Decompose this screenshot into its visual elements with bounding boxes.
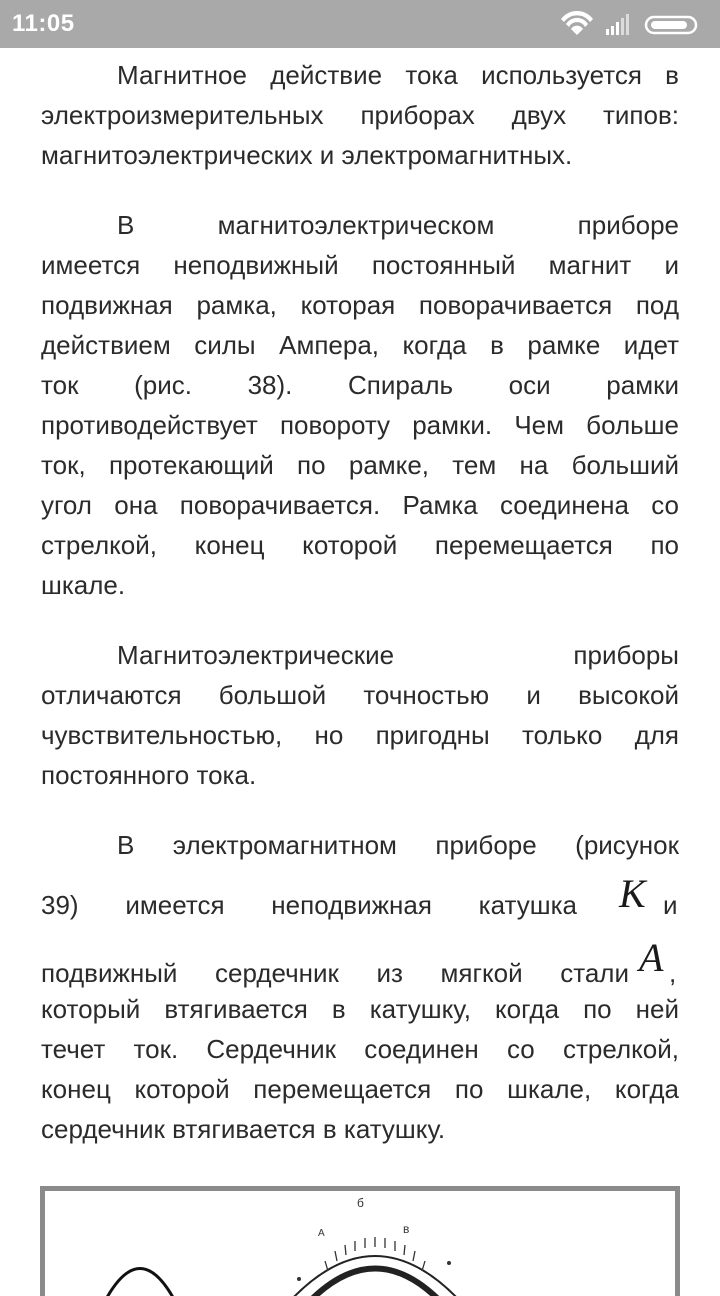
wifi-icon — [561, 11, 593, 35]
text-line-tail: и — [663, 890, 678, 920]
status-bar — [0, 0, 720, 48]
text-line-with-symbol — [41, 870, 679, 934]
text-line: конец которой перемещается по шкале, когда — [41, 1074, 679, 1104]
figure-39-illustration — [45, 1191, 675, 1296]
text-line: Магнитоэлектрические приборы — [117, 640, 679, 670]
text-line: ток, протекающий по рамке, тем на больший — [41, 450, 679, 480]
paragraph-1 — [41, 60, 679, 180]
text-line: действием силы Ампера, когда в рамке идет — [41, 330, 679, 360]
status-time: 11:05 — [12, 10, 75, 37]
text-line: электроизмерительных приборах двух типов: — [41, 100, 679, 130]
cellular-signal-icon — [606, 14, 629, 35]
text-line: отличаются большой точностью и высокой — [41, 680, 679, 710]
scale-label: A — [318, 1228, 325, 1239]
text-line-with-symbol — [41, 934, 679, 994]
text-line: Магнитное действие тока используется в — [117, 60, 679, 90]
text-line: шкале. — [41, 570, 126, 600]
text-line: подвижный сердечник из мягкой стали — [41, 958, 629, 988]
text-line: угол она поворачивается. Рамка соединена со — [41, 490, 679, 520]
text-line: ток (рис. 38). Спираль оси рамки — [41, 370, 679, 400]
text-line: который втягивается в катушку, когда по ней — [41, 994, 679, 1024]
core-symbol-a: A — [639, 935, 664, 980]
text-line: стрелкой, конец которой перемещается по — [41, 530, 679, 560]
text-line: течет ток. Сердечник соединен со стрелкой, — [41, 1034, 679, 1064]
paragraph-2 — [41, 210, 679, 610]
text-line: магнитоэлектрических и электромагнитных. — [41, 140, 573, 170]
text-line: 39) имеется неподвижная катушка — [41, 890, 577, 920]
text-line: В магнитоэлектрическом приборе — [117, 210, 679, 240]
text-line: чувствительностью, но пригодны только для — [41, 720, 679, 750]
coil-symbol-k: K — [619, 871, 646, 916]
text-line: постоянного тока. — [41, 760, 257, 790]
status-icons — [558, 11, 708, 37]
text-line: В электромагнитном приборе (рисунок — [117, 830, 679, 860]
scale-label: б — [357, 1196, 364, 1210]
paragraph-3 — [41, 640, 679, 800]
scale-label: в — [403, 1222, 410, 1236]
text-line-tail: , — [669, 958, 677, 988]
text-line: имеется неподвижный постоянный магнит и — [41, 250, 679, 280]
text-line: подвижная рамка, которая поворачивается под — [41, 290, 679, 320]
text-line: противодействует повороту рамки. Чем больше — [41, 410, 679, 440]
text-line: сердечник втягивается в катушку. — [41, 1114, 446, 1144]
battery-icon — [646, 17, 696, 33]
paragraph-4 — [41, 830, 679, 1154]
